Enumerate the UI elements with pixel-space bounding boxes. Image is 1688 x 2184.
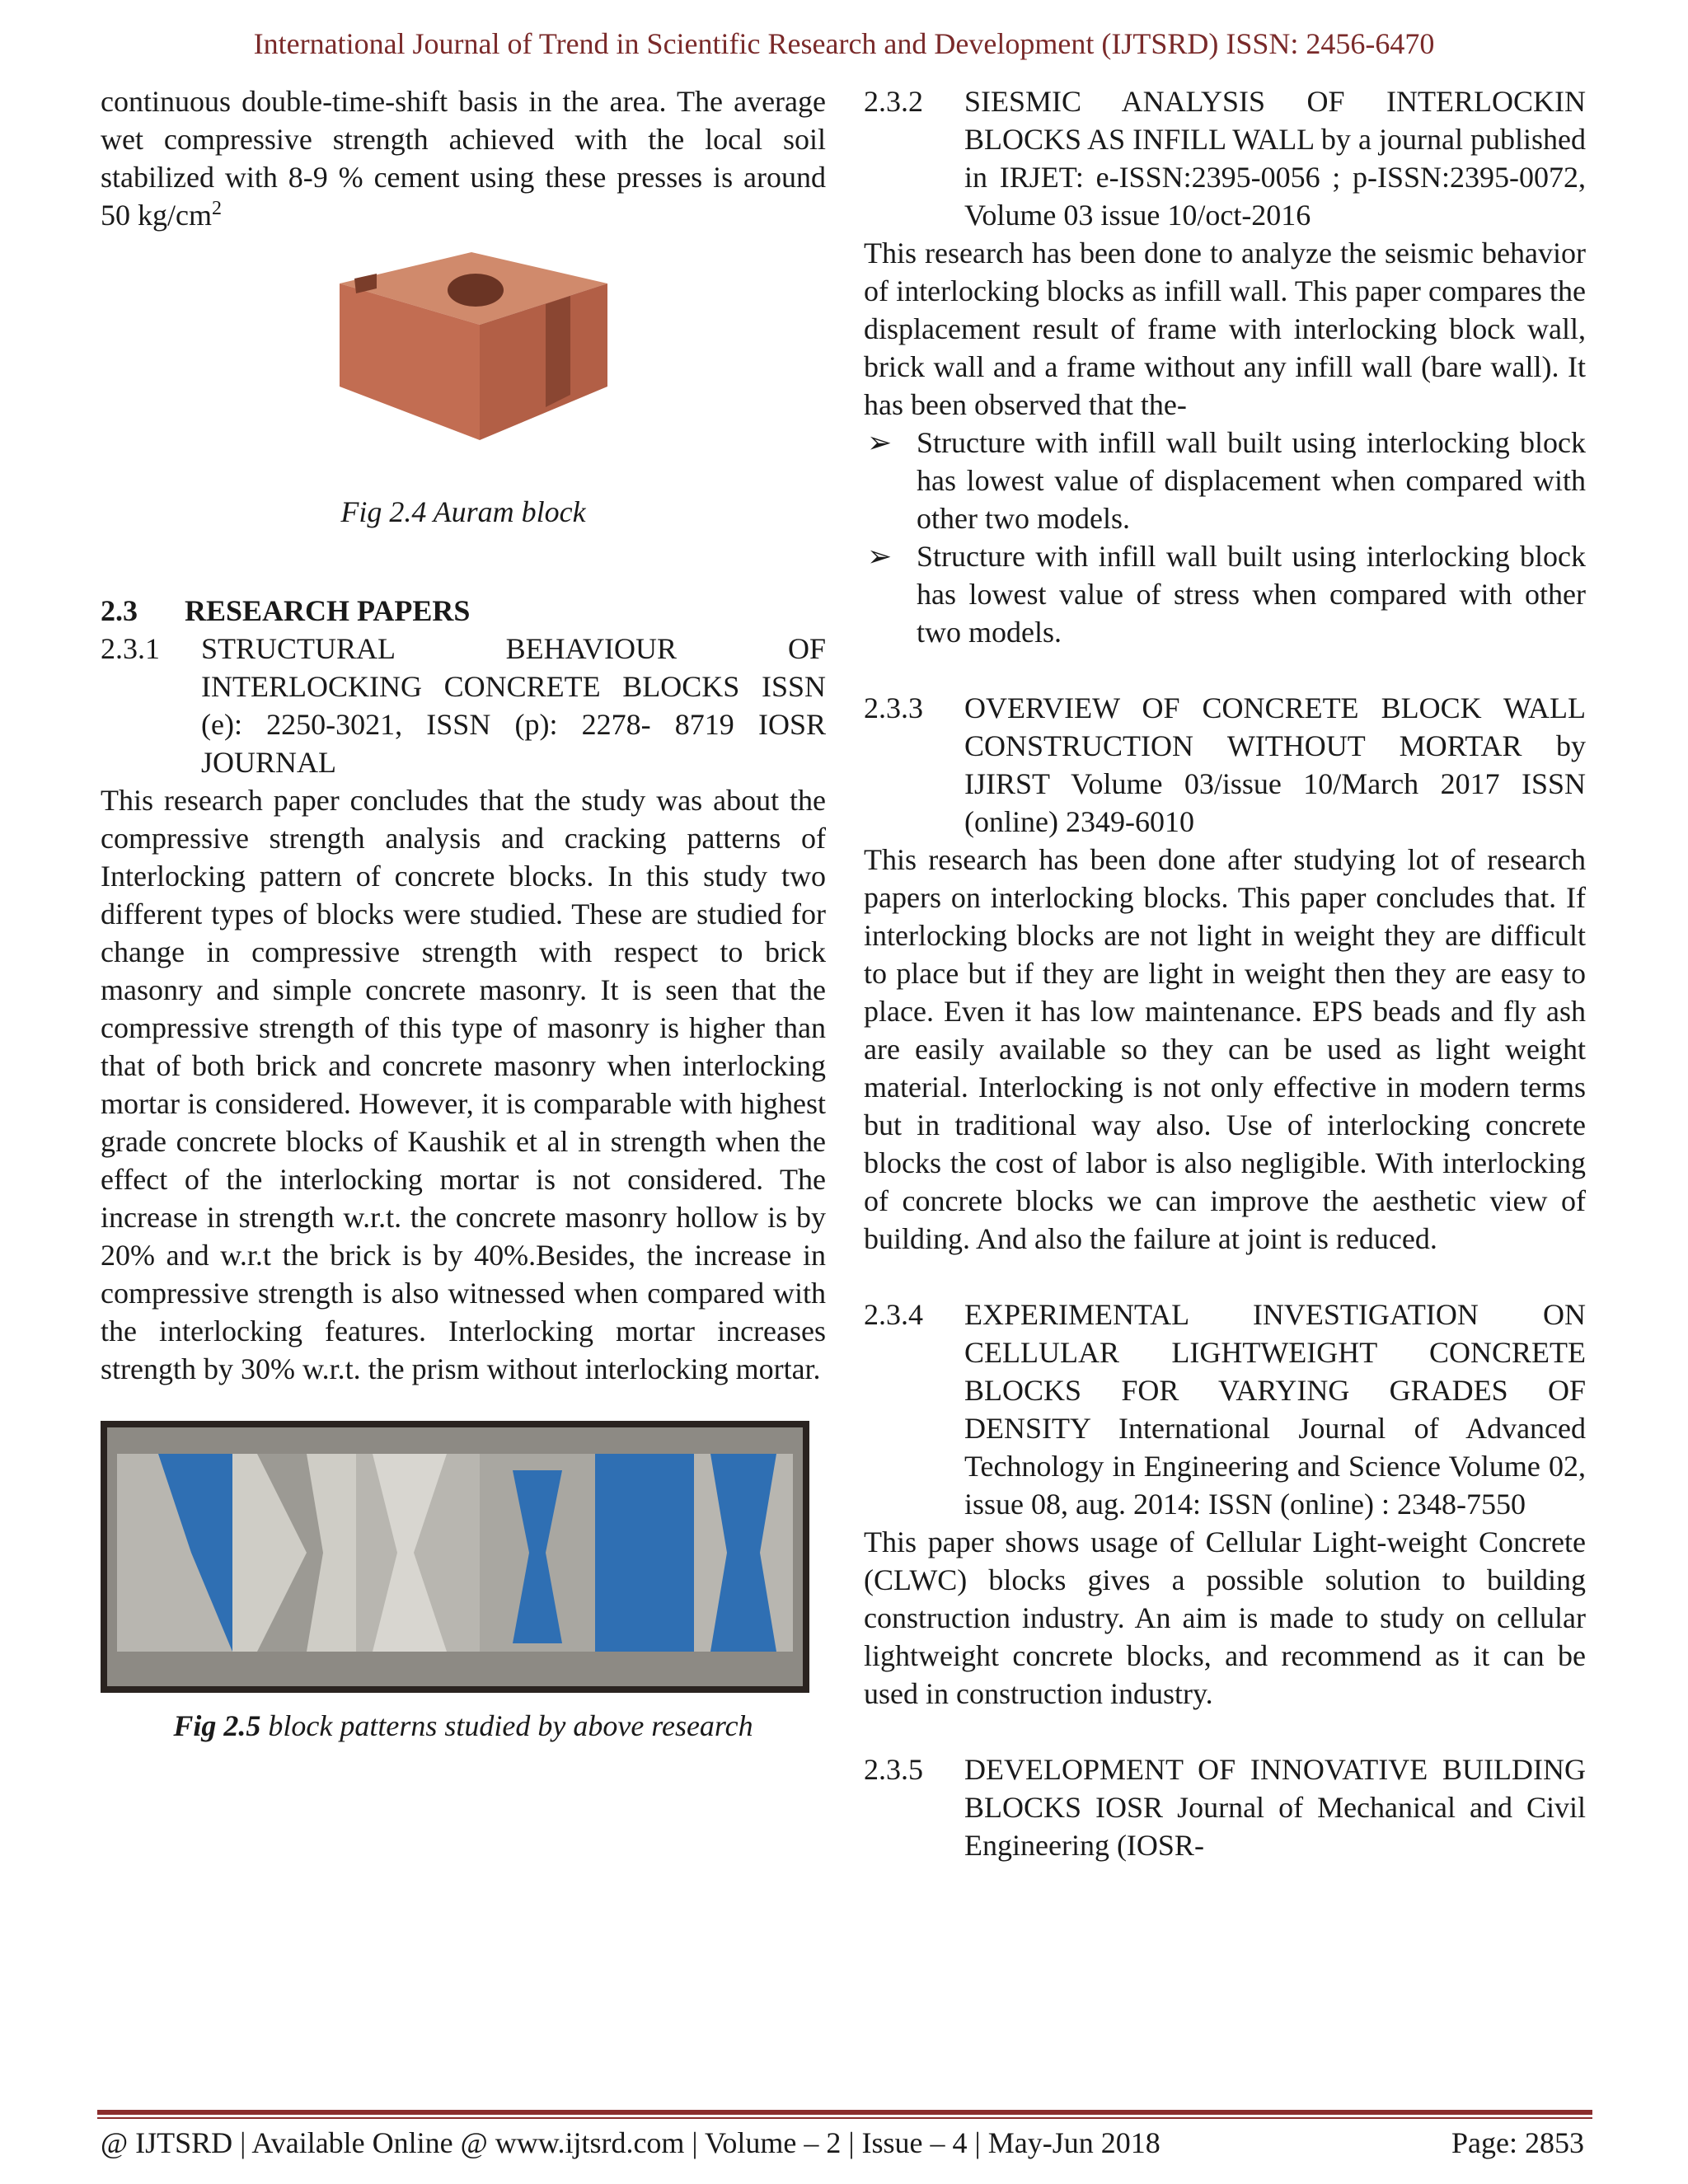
journal-header: International Journal of Trend in Scientific Research and Development (IJTSRD) ISSN: 2456-6470 <box>253 27 1435 60</box>
intro-superscript: 2 <box>211 198 222 219</box>
section-number: 2.3 <box>101 594 138 627</box>
subsection-number: 2.3.3 <box>864 691 923 724</box>
footer-info: @ IJTSRD | Available Online @ www.ijtsrd.com | Volume – 2 | Issue – 4 | May-Jun 2018 <box>101 2126 1160 2159</box>
subsection-2-3-1-heading <box>101 630 826 781</box>
footer-rule-thin <box>97 2117 1592 2119</box>
subsection-2-3-1-body: This research paper concludes that the study was about the compressive strength analysis and cracking patterns of Interlocking pattern of concrete blocks. In this study two different types of blocks were studied. These are studied for change in compressive strength with respect to brick masonry and simple concrete masonry. It is seen that the compressive strength of this type of masonry is higher than that of both brick and concrete masonry when interlocking mortar is considered. However, it is comparable with highest grade concrete blocks of Kaushik et al in strength when the effect of the interlocking mortar is not considered. The increase in strength w.r.t. the concrete masonry hollow is by 20% and w.r.t the brick is by 40%.Besides, the increase in compressive strength is also witnessed when compared with the interlocking features. Interlocking mortar increases strength by 30% w.r.t. the prism without interlocking mortar. <box>101 784 826 1385</box>
subsection-number: 2.3.5 <box>864 1753 923 1786</box>
page-number: Page: 2853 <box>1451 2126 1584 2159</box>
page-footer <box>101 2123 1584 2163</box>
figure-2-4 <box>101 251 826 498</box>
right-column <box>864 82 1586 1864</box>
subsection-2-3-3-body: This research has been done after studying lot of research papers on interlocking blocks. This paper concludes that. If interlocking blocks are not light in weight they are difficult to place but if they are light in weight then they are easy to place. Even it has low maintenance. EPS beads and fly ash are easily available so they can be used as light weight material. Interlocking is not only effective in modern terms but in traditional way also. Use of interlocking concrete blocks the cost of labor is also negligible. With interlocking of concrete blocks we can improve the aesthetic view of building. And also the failure at joint is reduced. <box>864 843 1586 1255</box>
subsection-2-3-4-heading <box>864 1296 1586 1523</box>
subsection-2-3-2-heading <box>864 82 1586 234</box>
figure-2-5-text: block patterns studied by above research <box>260 1709 753 1742</box>
footer-rule-thick <box>97 2110 1592 2115</box>
arrowhead-bullet-icon: ➢ <box>867 426 893 459</box>
subsection-title: STRUCTURAL BEHAVIOUR OF INTERLOCKING CONCRETE BLOCKS ISSN (e): 2250-3021, ISSN (p): 2278- 8719 IOSR JOURNAL <box>201 632 826 779</box>
subsection-title: SIESMIC ANALYSIS OF INTERLOCKIN BLOCKS AS INFILL WALL by a journal published in IRJET: e-ISSN:2395-0056 ; p-ISSN:2395-0072, Volume 03 issue 10/oct-2016 <box>964 85 1586 232</box>
section-heading <box>101 592 826 630</box>
list-item <box>864 424 1586 537</box>
figure-2-4-caption: Fig 2.4 Auram block <box>340 495 586 528</box>
subsection-title: EXPERIMENTAL INVESTIGATION ON CELLULAR LIGHTWEIGHT CONCRETE BLOCKS FOR VARYING GRADES OF DENSITY International Journal of Advanced Technology in Engineering and Science Volume 02, issue 08, aug. 2014: ISSN (online) : 2348-7550 <box>964 1298 1586 1521</box>
subsection-number: 2.3.4 <box>864 1298 923 1331</box>
list-item-text: Structure with infill wall built using interlocking block has lowest value of displacement when compared with other two models. <box>917 426 1586 535</box>
left-column <box>101 82 826 1745</box>
subsection-title: OVERVIEW OF CONCRETE BLOCK WALL CONSTRUCTION WITHOUT MORTAR by IJIRST Volume 03/issue 10/March 2017 ISSN (online) 2349-6010 <box>964 691 1586 838</box>
list-item-text: Structure with infill wall built using interlocking block has lowest value of stress when compared with other two models. <box>917 540 1586 649</box>
arrowhead-bullet-icon: ➢ <box>867 540 893 573</box>
subsection-2-3-3-heading <box>864 689 1586 841</box>
subsection-number: 2.3.2 <box>864 85 923 118</box>
findings-list <box>864 424 1586 651</box>
subsection-2-3-4-body: This paper shows usage of Cellular Light-weight Concrete (CLWC) blocks gives a possible solution to building construction industry. An aim is made to study on cellular lightweight concrete blocks, and recommend as it can be used in construction industry. <box>864 1526 1586 1710</box>
intro-text: continuous double-time-shift basis in the area. The average wet compressive strength achieved with the local soil stabilized with 8-9 % cement using these presses is around 50 kg/cm <box>101 85 826 232</box>
subsection-2-3-2-body: This research has been done to analyze the seismic behavior of interlocking blocks as infill wall. This paper compares the displacement result of frame with interlocking block wall, brick wall and a frame without any infill wall (bare wall). It has been observed that the- <box>864 237 1586 421</box>
subsection-title: DEVELOPMENT OF INNOVATIVE BUILDING BLOCKS IOSR Journal of Mechanical and Civil Engineering (IOSR- <box>964 1753 1586 1862</box>
block-patterns-image <box>101 1421 809 1693</box>
subsection-2-3-5-heading <box>864 1750 1586 1864</box>
figure-2-5-label: Fig 2.5 <box>173 1709 261 1742</box>
subsection-number: 2.3.1 <box>101 632 160 665</box>
list-item <box>864 537 1586 651</box>
figure-2-5-caption <box>101 1707 826 1745</box>
auram-block-image <box>232 251 694 498</box>
intro-paragraph <box>101 82 826 234</box>
section-title: RESEARCH PAPERS <box>185 594 471 627</box>
figure-2-5 <box>101 1421 826 1702</box>
